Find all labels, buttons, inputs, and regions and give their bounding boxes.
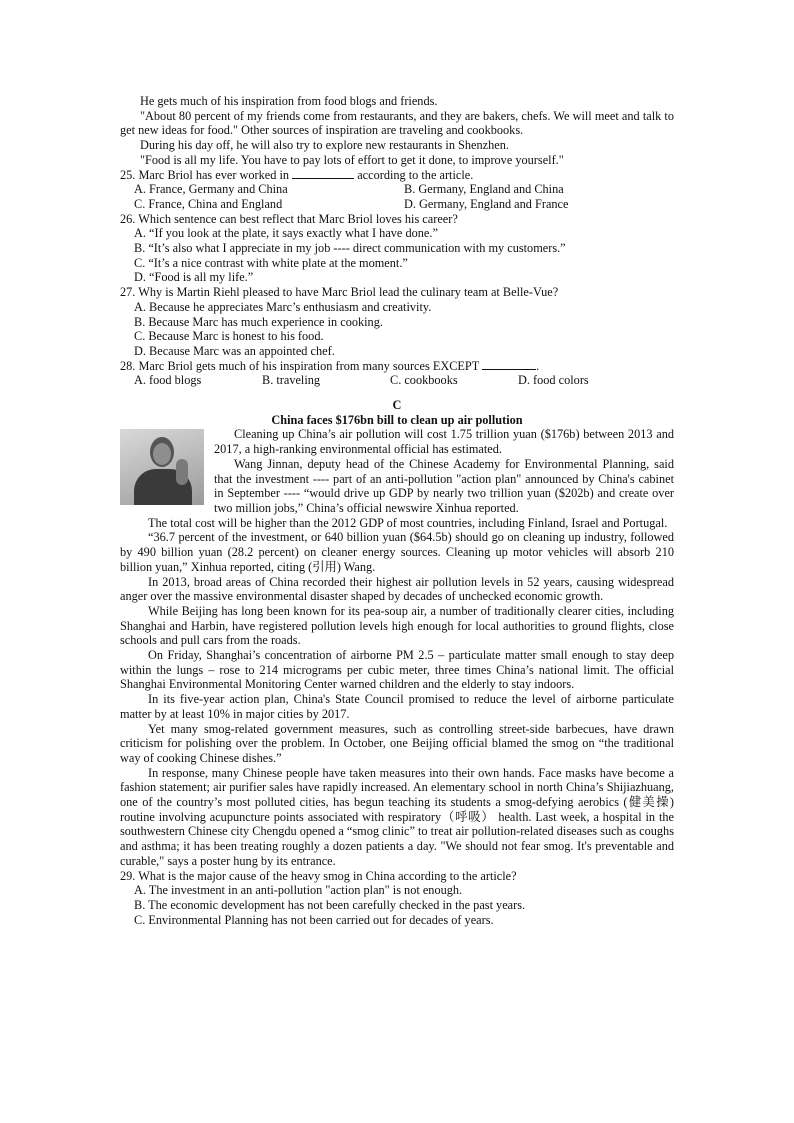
- paragraph: "About 80 percent of my friends come from restaurants, and they are bakers, chefs. We will meet and talk to get new ideas for food." Other sources of inspiration are traveling and cookbooks.: [120, 108, 674, 138]
- option: B. The economic development has not been carefully checked in the past years.: [134, 897, 526, 912]
- option: A. The investment in an anti-pollution "action plan" is not enough.: [134, 883, 463, 898]
- answer-blank: [292, 168, 354, 179]
- option: C. cookbooks: [390, 373, 458, 388]
- article-paragraph: The total cost will be higher than the 2012 GDP of most countries, including Finland, Israel and Portugal.: [148, 515, 668, 530]
- option: A. France, Germany and China: [134, 182, 288, 197]
- option: A. food blogs: [134, 373, 202, 388]
- paragraph: During his day off, he will also try to explore new restaurants in Shenzhen.: [140, 138, 509, 153]
- question-stem: 25. Marc Briol has ever worked in: [120, 167, 290, 182]
- article-paragraph: Wang Jinnan, deputy head of the Chinese Academy for Environmental Planning, said that the investment ---- part of an anti-pollution "action plan" announced by China's cabinet in September ---- “would drive up GDP by nearly two trillion yuan ($202b) and create over two million jobs,” China’s official newswire Xinhua reported.: [214, 456, 674, 515]
- paragraph: He gets much of his inspiration from food blogs and friends.: [140, 94, 438, 108]
- question-28: [120, 359, 674, 374]
- question-25: [120, 168, 674, 183]
- options-row: [134, 373, 674, 388]
- option: D. Because Marc was an appointed chef.: [134, 343, 335, 358]
- question-27: 27. Why is Martin Riehl pleased to have Marc Briol lead the culinary team at Belle-Vue?: [120, 285, 559, 300]
- option: C. Because Marc is honest to his food.: [134, 329, 324, 344]
- option: D. Germany, England and France: [404, 196, 569, 211]
- option: D. food colors: [518, 373, 589, 388]
- article-paragraph: Cleaning up China’s air pollution will cost 1.75 trillion yuan ($176b) between 2013 and 2017, a high-ranking environmental official has estimated.: [214, 427, 674, 457]
- article-paragraph: On Friday, Shanghai’s concentration of airborne PM 2.5 – particulate matter small enough to stay deep within the lungs – rose to 214 micrograms per cubic meter, three times China’s national limit. The official Shanghai Environmental Monitoring Center warned children and the elderly to stay indoors.: [120, 648, 674, 692]
- option: B. Germany, England and China: [404, 182, 564, 197]
- article-paragraph: “36.7 percent of the investment, or 640 billion yuan ($64.5b) should go on cleaning up industry, followed by 490 billion yuan (28.2 percent) on cleaner energy sources. Cleaning up motor vehicles will absorb 210 billion yuan,” Xinhua reported, citing (引用) Wang.: [120, 530, 674, 574]
- question-stem-end: .: [536, 358, 540, 373]
- option: A. “If you look at the plate, it says exactly what I have done.”: [134, 226, 438, 241]
- answer-blank: [482, 359, 536, 370]
- option: A. Because he appreciates Marc’s enthusiasm and creativity.: [134, 299, 432, 314]
- option: C. France, China and England: [134, 196, 283, 211]
- option: D. “Food is all my life.”: [134, 270, 254, 285]
- article-paragraph: In response, many Chinese people have taken measures into their own hands. Face masks have become a fashion statement; air purifier sales have rapidly increased. An elementary school in north China’s Shijiazhuang, one of the country’s most polluted cities, has begun teaching its students a smog-defying aerobics (健美操) routine involving acupuncture points associated with respiratory（呼吸） health. Last week, a hospital in the southwestern Chinese city Chengdu opened a “smog clinic” to treat air pollution-related diseases such as coughs and asthma; it has been treating roughly a dozen patients a day. "We should not fear smog. It's preventable and curable," says a poster hung by its entrance.: [120, 765, 674, 868]
- article-title: China faces $176bn bill to clean up air pollution: [271, 412, 523, 427]
- article-paragraph: Yet many smog-related government measures, such as controlling street-side barbecues, have drawn criticism for polishing over the problem. In October, one Beijing official blamed the smog on “the traditional way of cooking Chinese dishes.”: [120, 721, 674, 765]
- paragraph: "Food is all my life. You have to pay lots of effort to get it done, to improve yourself.": [140, 152, 564, 167]
- option: B. traveling: [262, 373, 321, 388]
- options-row: [134, 182, 674, 197]
- option: C. “It’s a nice contrast with white plate at the moment.”: [134, 255, 408, 270]
- question-stem: 28. Marc Briol gets much of his inspiration from many sources EXCEPT: [120, 358, 480, 373]
- article-photo: [120, 429, 204, 505]
- options-row: [134, 197, 674, 212]
- article-paragraph: While Beijing has long been known for its pea-soup air, a number of traditionally clearer cities, including Shanghai and Harbin, have registered pollution levels high enough for local authorities to ground flights, close schools and pull cars from the roads.: [120, 603, 674, 648]
- article-paragraph: In its five-year action plan, China's State Council promised to reduce the level of airborne particulate matter by at least 10% in major cities by 2017.: [120, 692, 674, 721]
- photo-figure-hand: [176, 459, 188, 485]
- question-29: 29. What is the major cause of the heavy smog in China according to the article?: [120, 868, 517, 883]
- option: B. Because Marc has much experience in cooking.: [134, 314, 383, 329]
- option: B. “It’s also what I appreciate in my job ---- direct communication with my customers.”: [134, 241, 566, 256]
- section-letter: C: [392, 398, 402, 413]
- article-paragraph: In 2013, broad areas of China recorded their highest air pollution levels in 52 years, causing widespread anger over the massive environmental disaster shaped by decades of unchecked economic growth.: [120, 574, 674, 604]
- question-26: 26. Which sentence can best reflect that Marc Briol loves his career?: [120, 211, 458, 226]
- exam-page: [120, 94, 674, 927]
- question-stem-end: according to the article.: [357, 167, 474, 182]
- option: C. Environmental Planning has not been carried out for decades of years.: [134, 912, 494, 927]
